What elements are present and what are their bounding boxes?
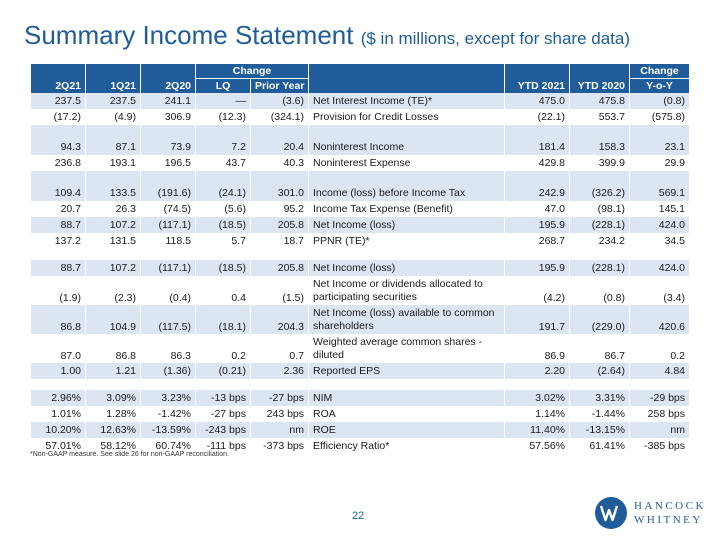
value-cell: (0.8)	[630, 93, 690, 109]
value-cell: 43.7	[196, 155, 251, 171]
value-cell: (4.2)	[505, 276, 570, 305]
value-cell: (0.8)	[570, 276, 630, 305]
column-header: 2Q21	[31, 79, 86, 94]
value-cell: 20.7	[31, 201, 86, 217]
value-cell: 86.8	[31, 305, 86, 334]
value-cell: (2.64)	[570, 363, 630, 379]
value-cell: (3.6)	[251, 93, 309, 109]
value-cell: 20.4	[251, 139, 309, 155]
value-cell: 193.1	[86, 155, 141, 171]
table-row	[31, 155, 690, 171]
value-cell: -29 bps	[630, 390, 690, 406]
value-cell: 88.7	[31, 260, 86, 276]
column-header: Prior Year	[251, 79, 309, 94]
value-cell: 73.9	[141, 139, 196, 155]
row-label: Efficiency Ratio*	[309, 438, 505, 454]
table-row	[31, 363, 690, 379]
value-cell: 242.9	[505, 185, 570, 201]
value-cell: (3.4)	[630, 276, 690, 305]
value-cell: 258 bps	[630, 406, 690, 422]
value-cell: (24.1)	[196, 185, 251, 201]
value-cell: 0.4	[196, 276, 251, 305]
value-cell: (1.36)	[141, 363, 196, 379]
value-cell: 4.84	[630, 363, 690, 379]
value-cell: 0.7	[251, 334, 309, 363]
value-cell: 0.2	[630, 334, 690, 363]
value-cell: 205.8	[251, 260, 309, 276]
value-cell: 3.23%	[141, 390, 196, 406]
change-group-header: Change	[196, 64, 309, 79]
value-cell: (117.1)	[141, 217, 196, 233]
value-cell: 424.0	[630, 217, 690, 233]
value-cell: 241.1	[141, 93, 196, 109]
value-cell: 268.7	[505, 233, 570, 249]
value-cell: 94.3	[31, 139, 86, 155]
value-cell: 61.41%	[570, 438, 630, 454]
value-cell: (228.1)	[570, 260, 630, 276]
value-cell: 34.5	[630, 233, 690, 249]
row-label: ROA	[309, 406, 505, 422]
spacer-row	[31, 171, 690, 185]
value-cell: (228.1)	[570, 217, 630, 233]
value-cell: 1.28%	[86, 406, 141, 422]
value-cell: 1.00	[31, 363, 86, 379]
value-cell: 243 bps	[251, 406, 309, 422]
column-header: Y-o-Y	[630, 79, 690, 94]
row-label: Noninterest Income	[309, 139, 505, 155]
value-cell: 29.9	[630, 155, 690, 171]
value-cell: 195.9	[505, 260, 570, 276]
value-cell: -1.44%	[570, 406, 630, 422]
value-cell: 107.2	[86, 217, 141, 233]
value-cell: nm	[251, 422, 309, 438]
value-cell: 12.63%	[86, 422, 141, 438]
column-header-row	[31, 79, 690, 94]
table-row	[31, 217, 690, 233]
value-cell: (18.1)	[196, 305, 251, 334]
value-cell: 5.7	[196, 233, 251, 249]
value-cell: 95.2	[251, 201, 309, 217]
title-main: Summary Income Statement	[24, 20, 354, 50]
value-cell: 2.96%	[31, 390, 86, 406]
value-cell: (18.5)	[196, 260, 251, 276]
value-cell: 87.0	[31, 334, 86, 363]
value-cell: 236.8	[31, 155, 86, 171]
value-cell: 23.1	[630, 139, 690, 155]
value-cell: 57.56%	[505, 438, 570, 454]
row-label: Net Income (loss)	[309, 217, 505, 233]
value-cell: (98.1)	[570, 201, 630, 217]
value-cell: (0.4)	[141, 276, 196, 305]
row-label: PPNR (TE)*	[309, 233, 505, 249]
value-cell: (1.9)	[31, 276, 86, 305]
value-cell: 18.7	[251, 233, 309, 249]
page-title	[24, 20, 630, 51]
value-cell: -13.15%	[570, 422, 630, 438]
value-cell: 3.09%	[86, 390, 141, 406]
value-cell: 86.3	[141, 334, 196, 363]
value-cell: 87.1	[86, 139, 141, 155]
value-cell: 1.21	[86, 363, 141, 379]
column-header: YTD 2020	[570, 79, 630, 94]
logo-wordmark: HANCOCK WHITNEY	[634, 500, 706, 526]
value-cell: 104.9	[86, 305, 141, 334]
table-row	[31, 233, 690, 249]
value-cell: 204.3	[251, 305, 309, 334]
value-cell: -13.59%	[141, 422, 196, 438]
value-cell: 399.9	[570, 155, 630, 171]
table-row	[31, 334, 690, 363]
value-cell: 86.8	[86, 334, 141, 363]
income-statement-table	[30, 64, 690, 454]
value-cell: 429.8	[505, 155, 570, 171]
value-cell: 475.0	[505, 93, 570, 109]
value-cell: -243 bps	[196, 422, 251, 438]
table-row	[31, 390, 690, 406]
value-cell: (575.8)	[630, 109, 690, 125]
value-cell: 10.20%	[31, 422, 86, 438]
page-number: 22	[352, 510, 365, 522]
value-cell: 26.3	[86, 201, 141, 217]
table-row	[31, 305, 690, 334]
value-cell: 306.9	[141, 109, 196, 125]
value-cell: (4.9)	[86, 109, 141, 125]
value-cell: 301.0	[251, 185, 309, 201]
value-cell: 86.7	[570, 334, 630, 363]
row-label: Weighted average common shares - diluted	[309, 334, 505, 363]
value-cell: 3.02%	[505, 390, 570, 406]
value-cell: 205.8	[251, 217, 309, 233]
value-cell: 2.36	[251, 363, 309, 379]
table-row	[31, 201, 690, 217]
row-label: Reported EPS	[309, 363, 505, 379]
value-cell: 191.7	[505, 305, 570, 334]
footnote: *Non-GAAP measure. See slide 26 for non-GAAP reconciliation.	[30, 451, 229, 458]
value-cell: 181.4	[505, 139, 570, 155]
row-label: Net Income or dividends allocated to participating securities	[309, 276, 505, 305]
value-cell: (326.2)	[570, 185, 630, 201]
group-gap	[31, 249, 690, 260]
value-cell: (0.21)	[196, 363, 251, 379]
value-cell: (1.5)	[251, 276, 309, 305]
value-cell: 118.5	[141, 233, 196, 249]
row-label: NIM	[309, 390, 505, 406]
value-cell: 145.1	[630, 201, 690, 217]
value-cell: 424.0	[630, 260, 690, 276]
value-cell: 58.12%	[86, 438, 141, 454]
value-cell: 553.7	[570, 109, 630, 125]
row-label: Provision for Credit Losses	[309, 109, 505, 125]
column-header: 1Q21	[86, 79, 141, 94]
row-label: Noninterest Expense	[309, 155, 505, 171]
row-label: Income (loss) before Income Tax	[309, 185, 505, 201]
row-label: Net Interest Income (TE)*	[309, 93, 505, 109]
value-cell: (17.2)	[31, 109, 86, 125]
value-cell: (117.5)	[141, 305, 196, 334]
value-cell: —	[196, 93, 251, 109]
value-cell: 2.20	[505, 363, 570, 379]
value-cell: 234.2	[570, 233, 630, 249]
value-cell: -27 bps	[251, 390, 309, 406]
value-cell: 88.7	[31, 217, 86, 233]
title-subtitle: ($ in millions, except for share data)	[360, 29, 630, 48]
row-label: Net Income (loss)	[309, 260, 505, 276]
value-cell: 107.2	[86, 260, 141, 276]
value-cell: nm	[630, 422, 690, 438]
value-cell: (74.5)	[141, 201, 196, 217]
value-cell: -373 bps	[251, 438, 309, 454]
value-cell: 131.5	[86, 233, 141, 249]
column-header: YTD 2021	[505, 79, 570, 94]
table-row	[31, 422, 690, 438]
value-cell: 109.4	[31, 185, 86, 201]
value-cell: 7.2	[196, 139, 251, 155]
logo-mark-icon	[594, 496, 628, 530]
value-cell: -13 bps	[196, 390, 251, 406]
value-cell: 569.1	[630, 185, 690, 201]
value-cell: 0.2	[196, 334, 251, 363]
row-label: Net Income (loss) available to common shareholders	[309, 305, 505, 334]
table-row	[31, 406, 690, 422]
yoy-change-group-header: Change	[630, 64, 690, 79]
value-cell: 133.5	[86, 185, 141, 201]
value-cell: (12.3)	[196, 109, 251, 125]
value-cell: (117.1)	[141, 260, 196, 276]
value-cell: 420.6	[630, 305, 690, 334]
value-cell: 196.5	[141, 155, 196, 171]
row-label: Income Tax Expense (Benefit)	[309, 201, 505, 217]
value-cell: 137.2	[31, 233, 86, 249]
column-header: LQ	[196, 79, 251, 94]
value-cell: 11.40%	[505, 422, 570, 438]
group-gap	[31, 379, 690, 390]
value-cell: -385 bps	[630, 438, 690, 454]
value-cell: 195.9	[505, 217, 570, 233]
value-cell: (22.1)	[505, 109, 570, 125]
value-cell: 57.01%	[31, 438, 86, 454]
table-row	[31, 93, 690, 109]
value-cell: 237.5	[86, 93, 141, 109]
value-cell: -111 bps	[196, 438, 251, 454]
table-row	[31, 185, 690, 201]
value-cell: 158.3	[570, 139, 630, 155]
value-cell: 60.74%	[141, 438, 196, 454]
row-label: ROE	[309, 422, 505, 438]
column-header: 2Q20	[141, 79, 196, 94]
value-cell: 1.14%	[505, 406, 570, 422]
value-cell: (5.6)	[196, 201, 251, 217]
value-cell: 40.3	[251, 155, 309, 171]
value-cell: 237.5	[31, 93, 86, 109]
spacer-row	[31, 125, 690, 139]
value-cell: (191.6)	[141, 185, 196, 201]
value-cell: 47.0	[505, 201, 570, 217]
value-cell: -27 bps	[196, 406, 251, 422]
value-cell: (229.0)	[570, 305, 630, 334]
table-row	[31, 276, 690, 305]
value-cell: 475.8	[570, 93, 630, 109]
value-cell: 86.9	[505, 334, 570, 363]
value-cell: 3.31%	[570, 390, 630, 406]
column-header	[309, 79, 505, 94]
value-cell: (2.3)	[86, 276, 141, 305]
value-cell: -1.42%	[141, 406, 196, 422]
company-logo	[594, 496, 704, 530]
table-row	[31, 139, 690, 155]
value-cell: (324.1)	[251, 109, 309, 125]
header-group-row	[31, 64, 690, 79]
value-cell: 1.01%	[31, 406, 86, 422]
table-row	[31, 260, 690, 276]
value-cell: (18.5)	[196, 217, 251, 233]
table-row	[31, 109, 690, 125]
